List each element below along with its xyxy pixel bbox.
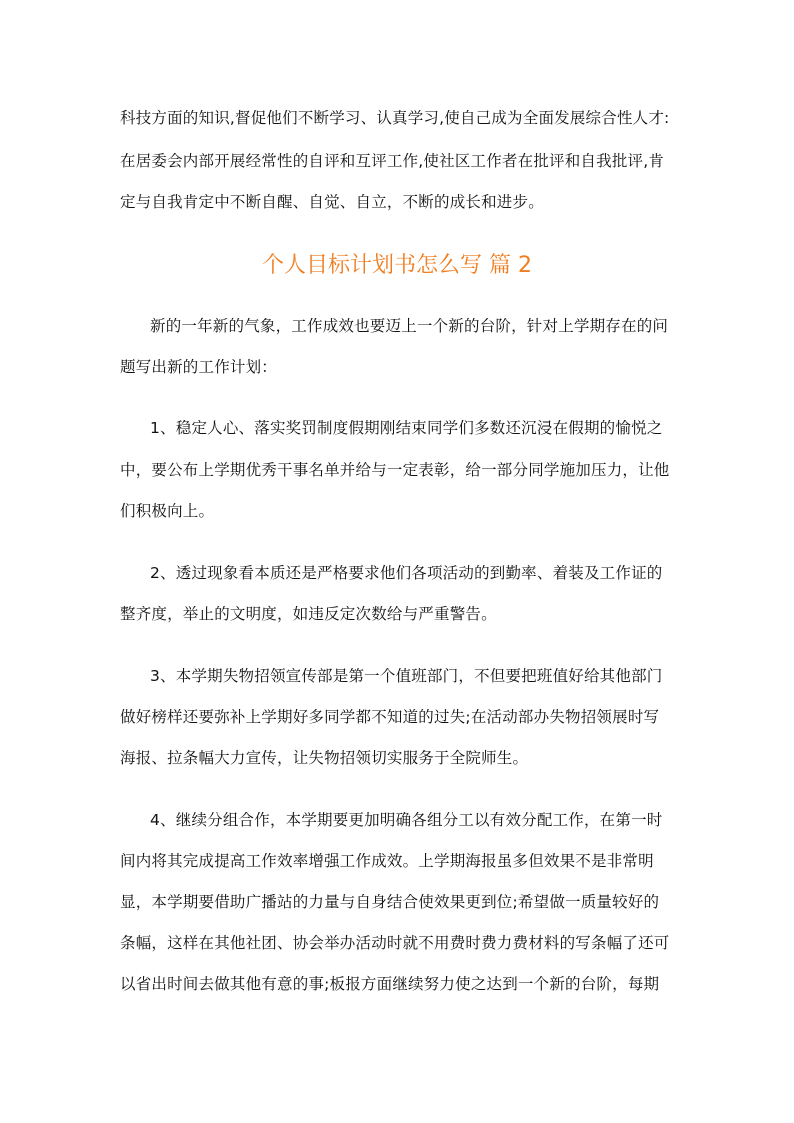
section-heading: 个人目标计划书怎么写 篇 2 (262, 253, 532, 278)
paragraph-line: 4、继续分组合作，本学期要更加明确各组分工以有效分配工作，在第一时 (150, 811, 663, 829)
paragraph-line: 中，要公布上学期优秀干事名单并给与一定表彰，给一部分同学施加压力，让他 (120, 461, 670, 479)
paragraph-line: 整齐度，举止的文明度，如违反定次数给与严重警告。 (120, 605, 497, 623)
paragraph-line: 2、透过现象看本质还是严格要求他们各项活动的到勤率、着装及工作证的 (150, 564, 663, 582)
paragraph-line: 间内将其完成提高工作效率增强工作成效。上学期海报虽多但效果不是非常明 (120, 852, 654, 870)
paragraph-line: 题写出新的工作计划： (120, 358, 278, 376)
paragraph-line: 海报、拉条幅大力宣传，让失物招领切实服务于全院师生。 (120, 749, 529, 767)
paragraph-line: 们积极向上。 (120, 502, 215, 520)
intro-line: 在居委会内部开展经常性的自评和互评工作,使社区工作者在批评和自我批评,肯 (120, 152, 665, 170)
paragraph-line: 3、本学期失物招领宣传部是第一个值班部门，不但要把班值好给其他部门 (150, 667, 663, 685)
intro-line: 定与自我肯定中不断自醒、自觉、自立，不断的成长和进步。 (120, 193, 544, 211)
paragraph-line: 1、稳定人心、落实奖罚制度假期刚结束同学们多数还沉浸在假期的愉悦之 (150, 419, 663, 437)
paragraph-line: 做好榜样还要弥补上学期好多同学都不知道的过失;在活动部办失物招领展时写 (120, 708, 660, 726)
paragraph-line: 显，本学期要借助广播站的力量与自身结合使效果更到位;希望做一质量较好的 (120, 893, 660, 911)
intro-line: 科技方面的知识,督促他们不断学习、认真学习,使自己成为全面发展综合性人才: (120, 109, 670, 127)
paragraph-line: 新的一年新的气象，工作成效也要迈上一个新的台阶，针对上学期存在的问 (150, 317, 669, 335)
paragraph-line: 条幅，这样在其他社团、协会举办活动时就不用费时费力费材料的写条幅了还可 (120, 934, 670, 952)
paragraph-line: 以省出时间去做其他有意的事;板报方面继续努力使之达到一个新的台阶，每期 (120, 975, 660, 993)
